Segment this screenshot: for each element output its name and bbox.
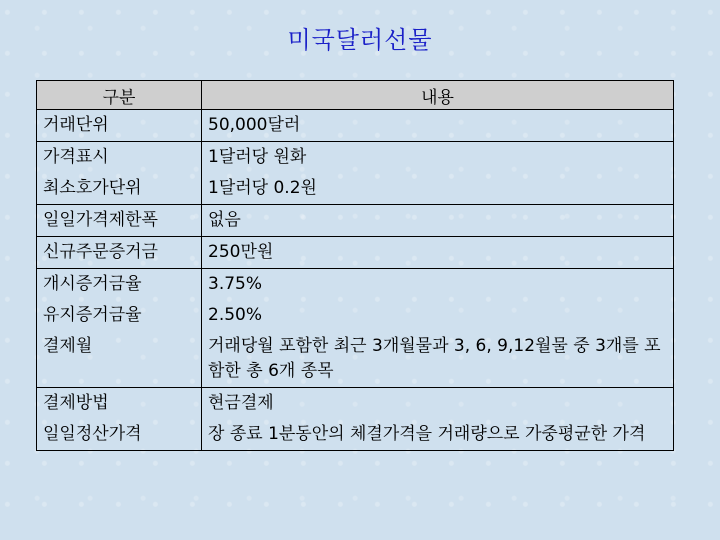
table-row: [37, 205, 674, 237]
row-label: 일일정산가격: [37, 419, 202, 451]
row-value: 거래당월 포함한 최근 3개월물과 3, 6, 9,12월물 중 3개를 포함한 총 6개 종목: [202, 331, 674, 388]
row-value: 50,000달러: [202, 110, 674, 142]
page-title: 미국달러선물: [287, 26, 433, 54]
row-label: 최소호가단위: [37, 173, 202, 205]
row-value: 250만원: [202, 237, 674, 269]
row-label: 유지증거금율: [37, 300, 202, 331]
row-label: 거래단위: [37, 110, 202, 142]
table-row: [37, 388, 674, 420]
row-value: 1달러당 원화: [202, 142, 674, 174]
row-value: 현금결제: [202, 388, 674, 420]
row-label: 일일가격제한폭: [37, 205, 202, 237]
table-row: [37, 331, 674, 388]
row-label: 결제방법: [37, 388, 202, 420]
table-row: [37, 110, 674, 142]
row-value: 장 종료 1분동안의 체결가격을 거래량으로 가중평균한 가격: [202, 419, 674, 451]
header-category: 구분: [37, 81, 202, 110]
table-header: [37, 81, 674, 110]
row-label: 가격표시: [37, 142, 202, 174]
row-value: 1달러당 0.2원: [202, 173, 674, 205]
spec-table: [36, 80, 674, 451]
row-label: 개시증거금율: [37, 269, 202, 301]
table-row: [37, 142, 674, 174]
row-label: 결제월: [37, 331, 202, 388]
table-row: [37, 173, 674, 205]
table-row: [37, 269, 674, 301]
header-content: 내용: [202, 81, 674, 110]
table-row: [37, 237, 674, 269]
table-row: [37, 300, 674, 331]
row-value: 2.50%: [202, 300, 674, 331]
row-value: 없음: [202, 205, 674, 237]
row-label: 신규주문증거금: [37, 237, 202, 269]
row-value: 3.75%: [202, 269, 674, 301]
table-row: [37, 419, 674, 451]
